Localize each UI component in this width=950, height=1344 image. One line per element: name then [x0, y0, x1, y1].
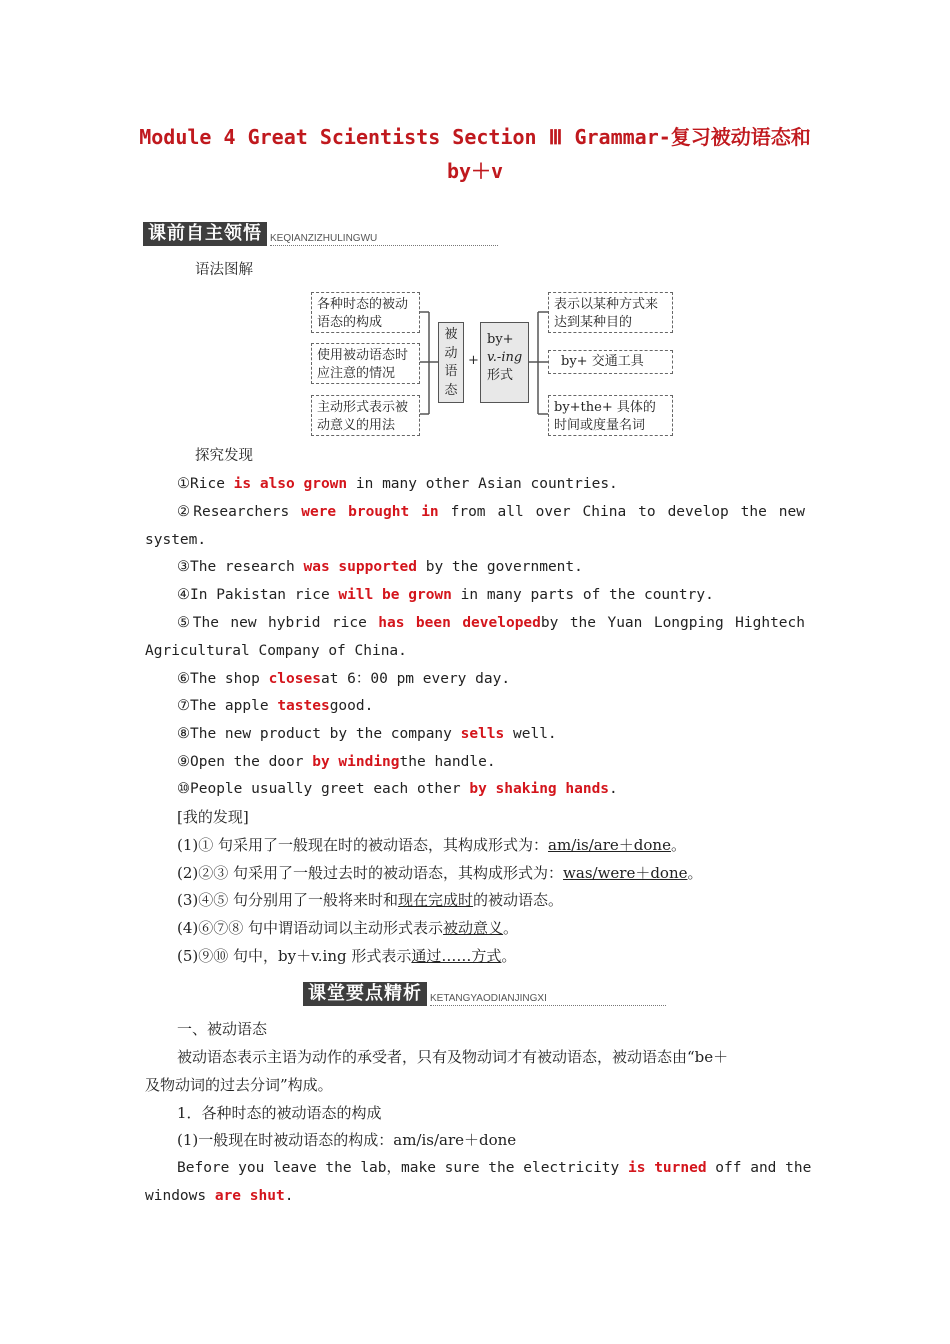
example-5-cont: Agricultural Company of China. [145, 643, 407, 659]
subsection-1-heading: 1．各种时态的被动语态的构成 [177, 1104, 382, 1122]
banner-pinyin: KEQIANZIZHULINGWU [270, 233, 498, 246]
diagram-by-label: by+ [487, 332, 514, 347]
diagram-form-label: 形式 [487, 368, 514, 383]
diagram-left-box-2: 使用被动语态时应注意的情况 [311, 343, 420, 384]
section-label-explore: 探究发现 [195, 448, 253, 464]
diagram-right-box-3: by+the+ 具体的时间或度量名词 [548, 395, 673, 436]
banner-pinyin: KETANGYAODIANJINGXI [430, 993, 666, 1006]
my-findings-label: [我的发现] [177, 808, 249, 826]
example-4: ④In Pakistan rice will be grown in many parts of the country. [177, 587, 714, 603]
diagram-ving-label: v.-ing [487, 350, 523, 365]
example-1: ①Rice is also grown in many other Asian countries. [177, 476, 618, 492]
diagram-left-box-1: 各种时态的被动语态的构成 [311, 292, 420, 333]
section-1-paragraph-line-1: 被动语态表示主语为动作的承受者，只有及物动词才有被动语态，被动语态由“be＋ [177, 1048, 729, 1066]
example-3: ③The research was supported by the government. [177, 559, 583, 575]
title-line-2: by＋v [446, 159, 504, 183]
example-8: ⑧The new product by the company sells well. [177, 726, 557, 742]
finding-3: (3)④⑤ 句分别用了一般将来时和现在完成时的被动语态。 [177, 891, 564, 909]
example-5: ⑤The new hybrid rice has been developedby the Yuan Longping Hightech [177, 615, 805, 631]
finding-2: (2)②③ 句采用了一般过去时的被动语态，其构成形式为：was/were＋done。 [177, 864, 703, 882]
diagram-right-box-2: by+ 交通工具 [548, 350, 673, 374]
diagram-by-ving-box [480, 322, 529, 403]
finding-1: (1)① 句采用了一般现在时的被动语态，其构成形式为：am/is/are＋done。 [177, 836, 686, 854]
banner-label: 课前自主领悟 [143, 222, 267, 246]
diagram-left-box-3: 主动形式表示被动意义的用法 [311, 395, 420, 436]
example-2: ②Researchers were brought in from all over China to develop the new [177, 504, 805, 520]
example-7: ⑦The apple tastesgood. [177, 698, 374, 714]
diagram-right-box-1: 表示以某种方式来达到某种目的 [548, 292, 673, 333]
finding-5: (5)⑨⑩ 句中，by＋v.ing 形式表示通过……方式。 [177, 947, 517, 965]
section-1-paragraph-line-2: 及物动词的过去分词”构成。 [145, 1076, 333, 1094]
last-example: Before you leave the lab，make sure the electricity is turned off and the [177, 1160, 812, 1176]
diagram-connectors [0, 0, 950, 460]
last-example-cont: windows are shut. [145, 1188, 294, 1204]
example-9: ⑨Open the door by windingthe handle. [177, 754, 496, 770]
diagram-passive-voice-box: 被动语态 [438, 322, 464, 403]
title-line-1: Module 4 Great Scientists Section Ⅲ Grammar-复习被动语态和 [139, 125, 811, 149]
section-label-grammar-diagram: 语法图解 [195, 262, 253, 278]
diagram-plus-sign: + [468, 353, 479, 368]
section-1-heading: 一、被动语态 [177, 1020, 268, 1038]
example-2-cont: system. [145, 532, 207, 548]
subsection-1-item: (1)一般现在时被动语态的构成：am/is/are＋done [177, 1131, 517, 1149]
banner-label: 课堂要点精析 [303, 982, 427, 1006]
finding-4: (4)⑥⑦⑧ 句中谓语动词以主动形式表示被动意义。 [177, 919, 519, 937]
example-6: ⑥The shop closesat 6：00 pm every day. [177, 671, 511, 687]
example-10: ⑩People usually greet each other by shaking hands. [177, 781, 618, 797]
banner-in-class [303, 982, 666, 1006]
